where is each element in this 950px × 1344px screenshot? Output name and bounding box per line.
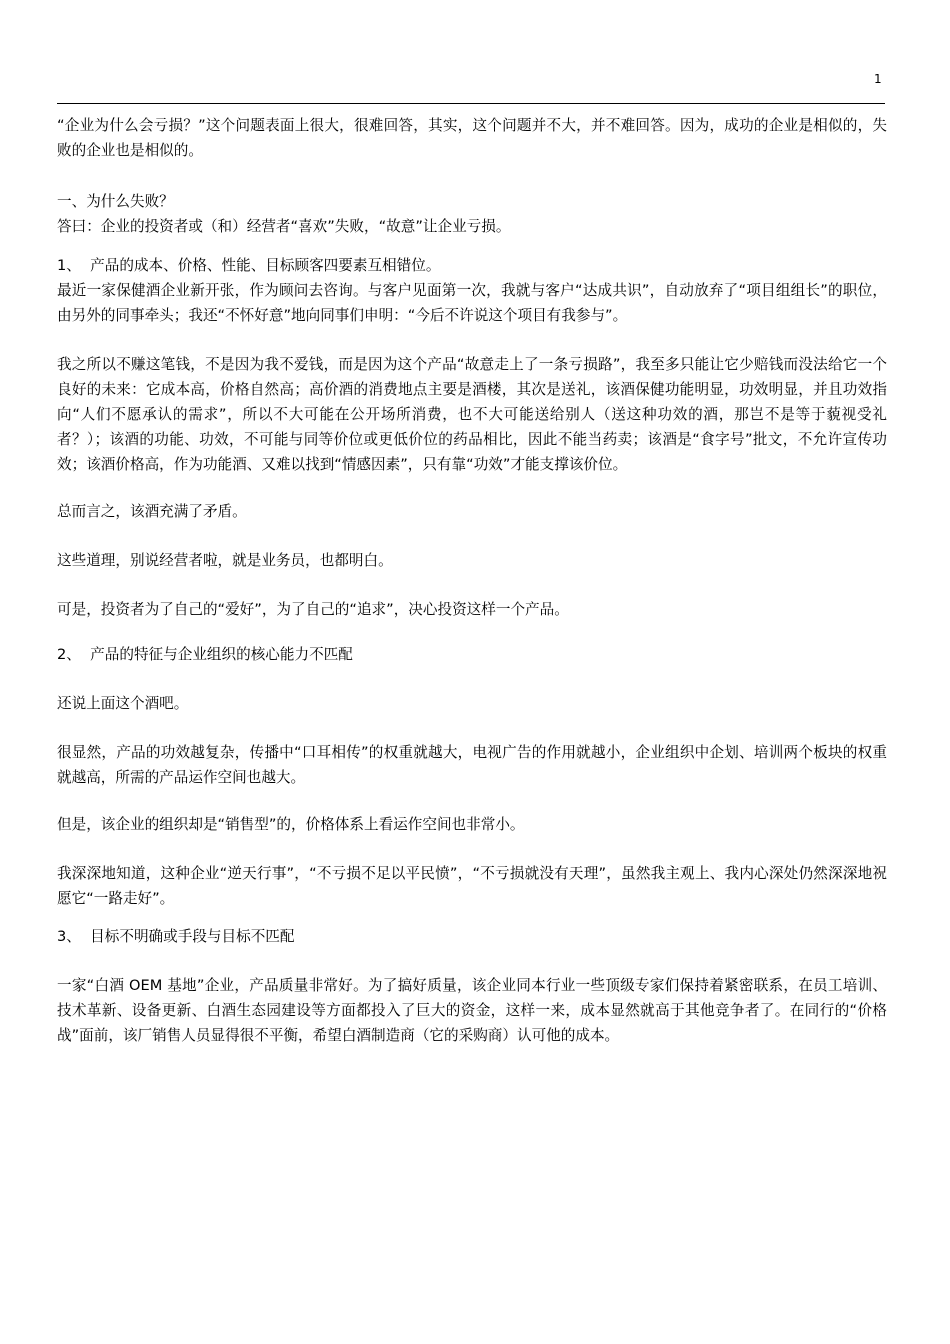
intro-paragraph: “企业为什么会亏损？”这个问题表面上很大，很难回答，其实，这个问题并不大，并不难回答。因为，成功的企业是相似的，失败的企业也是相似的。 — [57, 117, 887, 159]
paragraph-oem-base: 一家“白酒 OEM 基地”企业，产品质量非常好。为了搞好质量，该企业同本行业一些顶级专家们保持着紧密联系，在员工培训、技术革新、设备更新、白酒生态园建设等方面都投入了巨大的资金，这样一来，成本显然就高于其他竞争者了。在同行的“价格战”面前，该厂销售人员显得很不平衡，希望白酒制造商（它的采购商）认可他的成本。 — [57, 977, 887, 1044]
paragraph-investor-hobby: 可是，投资者为了自己的“爱好”，为了自己的“追求”，决心投资这样一个产品。 — [57, 601, 569, 618]
paragraph-why-no-money: 我之所以不赚这笔钱，不是因为我不爱钱，而是因为这个产品“故意走上了一条亏损路”，我至多只能让它少赔钱而没法给它一个良好的未来：它成本高，价格自然高；高价酒的消费地点主要是酒楼，其次是送礼，该酒保健功能明显，功效明显，并且功效指向“人们不愿承认的需求”，所以不大可能在公开场所消费，也不大可能送给别人（送这种功效的酒，那岂不是等于藐视受礼者？）；该酒的功能、功效，不可能与同等价位或更低价位的药品相比，因此不能当药卖；该酒是“食字号”批文，不允许宣传功效；该酒价格高，作为功能酒、又难以找到“情感因素”，只有靠“功效”才能支撑该价位。 — [57, 356, 887, 473]
paragraph-contradiction: 总而言之，该酒充满了矛盾。 — [57, 503, 247, 520]
paragraph-consulting: 最近一家保健酒企业新开张，作为顾问去咨询。与客户见面第一次，我就与客户“达成共识”，自动放弃了“项目组组长”的职位，由另外的同事牵头；我还“不怀好意”地向同事们申明：“今后不许说这个项目有我参与”。 — [57, 282, 887, 324]
page-number: 1 — [874, 72, 882, 86]
paragraph-against-heaven: 我深深地知道，这种企业“逆天行事”，“不亏损不足以平民愤”，“不亏损就没有天理”，虽然我主观上、我内心深处仍然深深地祝愿它“一路走好”。 — [57, 865, 887, 907]
header-rule — [57, 103, 885, 104]
point-3-heading: 3、 目标不明确或手段与目标不匹配 — [57, 928, 295, 945]
section-heading-why-fail: 一、为什么失败？ — [57, 193, 174, 210]
paragraph-sales-type: 但是，该企业的组织却是“销售型”的，价格体系上看运作空间也非常小。 — [57, 816, 525, 833]
paragraph-same-wine: 还说上面这个酒吧。 — [57, 695, 189, 712]
answer-paragraph: 答曰：企业的投资者或（和）经营者“喜欢”失败，“故意”让企业亏损。 — [57, 218, 511, 235]
point-2-heading: 2、 产品的特征与企业组织的核心能力不匹配 — [57, 646, 353, 663]
paragraph-everyone-knows: 这些道理，别说经营者啦，就是业务员，也都明白。 — [57, 552, 393, 569]
point-1-heading: 1、 产品的成本、价格、性能、目标顾客四要素互相错位。 — [57, 257, 441, 274]
paragraph-complex-effects: 很显然，产品的功效越复杂，传播中“口耳相传”的权重就越大，电视广告的作用就越小，企业组织中企划、培训两个板块的权重就越高，所需的产品运作空间也越大。 — [57, 744, 887, 786]
document-body — [57, 113, 887, 1048]
